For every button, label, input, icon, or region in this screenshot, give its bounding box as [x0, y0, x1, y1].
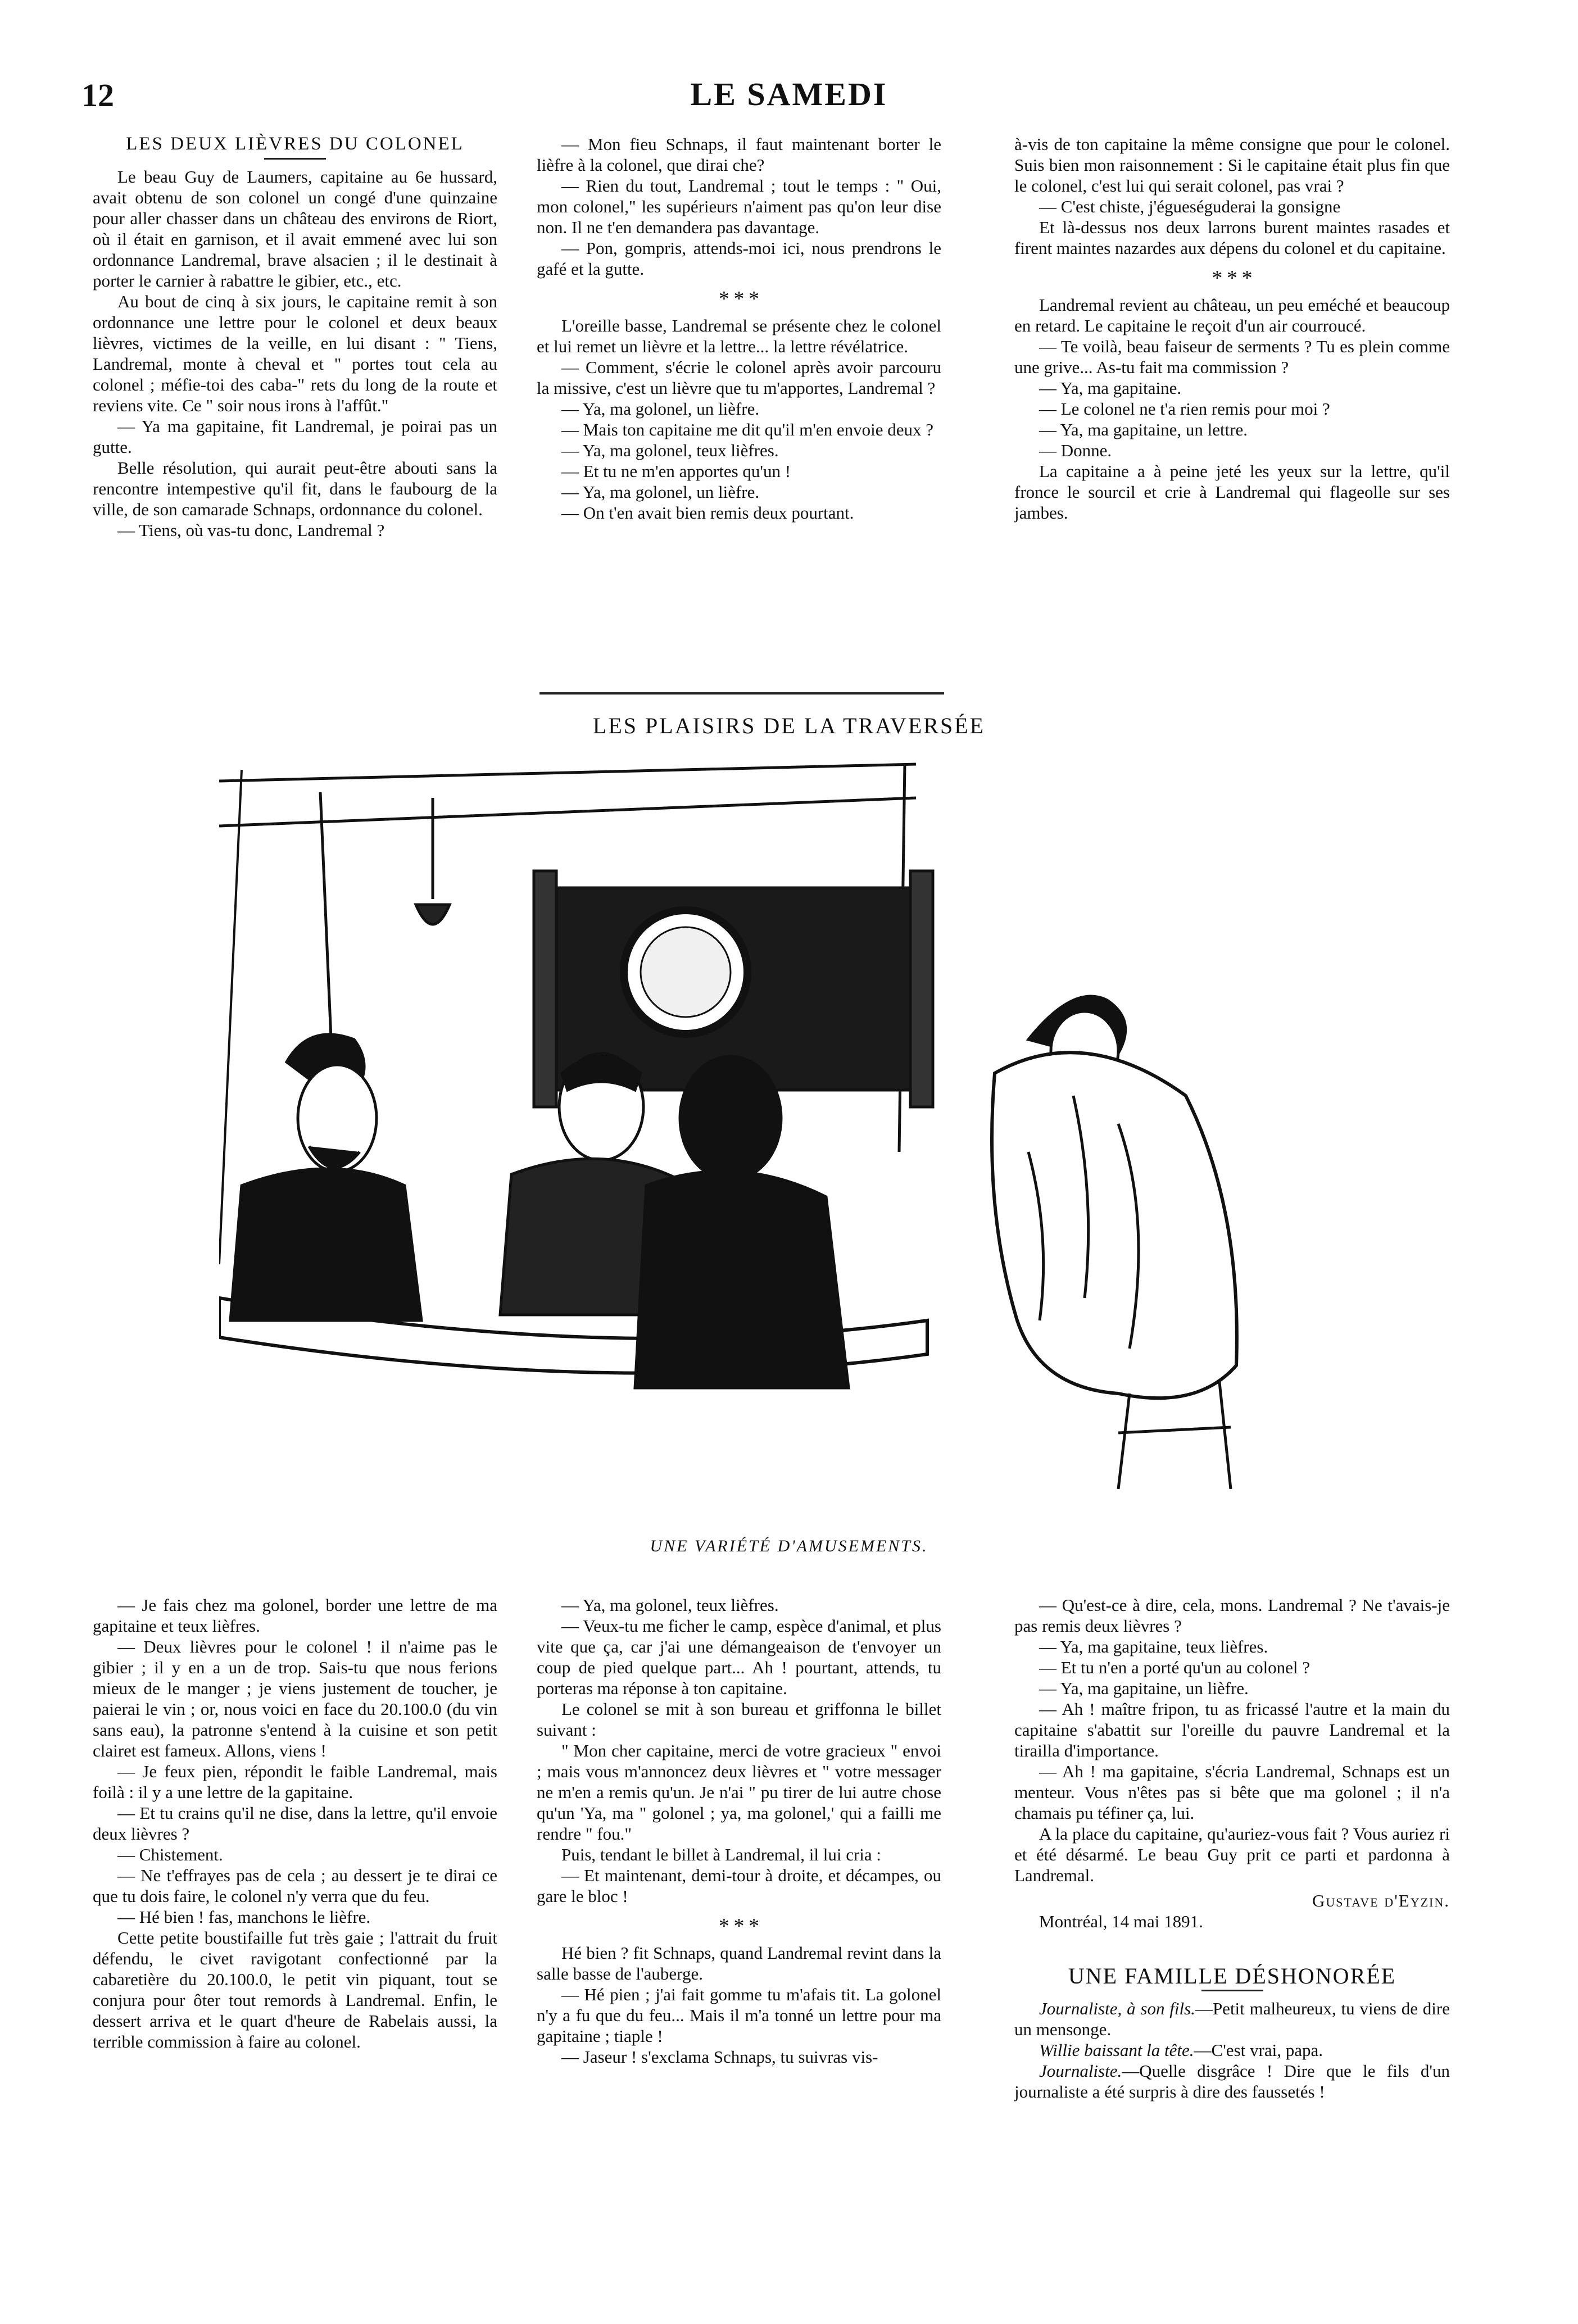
paragraph: — Te voilà, beau faiseur de serments ? Tu es plein comme une grive... As-tu fait ma commission ? — [1014, 337, 1450, 377]
paragraph: — Pon, gompris, attends-moi ici, nous prendrons le gafé et la gutte. — [537, 238, 941, 279]
column-bottom-middle — [537, 1595, 941, 2067]
story-text — [537, 1942, 941, 2067]
dialogue-line — [1014, 2040, 1450, 2060]
paragraph: La capitaine a à peine jeté les yeux sur la lettre, qu'il fronce le sourcil et crie à Landremal qui flageolle sur ses jambes. — [1014, 461, 1450, 523]
story-text — [537, 315, 941, 523]
paragraph: Et là-dessus nos deux larrons burent maintes rasades et firent maintes nazardes aux dépens du colonel et du capitaine. — [1014, 217, 1450, 258]
separator-rule — [539, 692, 944, 695]
illustration-caption: UNE VARIÉTÉ D'AMUSEMENTS. — [650, 1537, 928, 1555]
paragraph: — Jaseur ! s'exclama Schnaps, tu suivras vis- — [561, 2047, 878, 2067]
ship-cabin-engraving — [219, 759, 1366, 1489]
paragraph: — Deux lièvres pour le colonel ! il n'aime pas le gibier ; il y en a un de trop. Sais-tu que nous ferions mieux de le manger ; je viens justement de toucher, je paierai le vin ; or, nous voici en face du 20.100.0 (du vin sans eau), la patronne s'entend à la cuisine et son petit clairet est fameux. Allons, viens ! — [93, 1637, 497, 1760]
paragraph: — Ne t'effrayes pas de cela ; au dessert je te dirai ce que tu dois faire, le colonel n'y verra que du feu. — [93, 1865, 497, 1906]
paragraph: — Tiens, où vas-tu donc, Landremal ? — [117, 520, 385, 540]
story-text — [537, 1595, 941, 1907]
paragraph: A la place du capitaine, qu'auriez-vous fait ? Vous auriez ri et été désarmé. Le beau Guy prit ce parti et pardonna à Landremal. — [1014, 1824, 1450, 1885]
paragraph: — Ya, ma golonel, un lièfre. — [561, 482, 760, 502]
section-break-stars: * * * — [718, 287, 760, 311]
paragraph: — Qu'est-ce à dire, cela, mons. Landremal ? Ne t'avais-je pas remis deux lièvres ? — [1014, 1595, 1450, 1636]
story-text — [93, 166, 497, 541]
paragraph: — Ah ! maître fripon, tu as fricassé l'autre et la main du capitaine s'abattit sur l'oreille du pauvre Landremal et la tirailla d'importance. — [1014, 1699, 1450, 1760]
dialogue-text: —Quelle disgrâce ! Dire que le fils d'un journaliste a été surpris à dire des faussetés ! — [1014, 2061, 1450, 2101]
place-and-date: Montréal, 14 mai 1891. — [1039, 1912, 1203, 1931]
paragraph: Landremal revient au château, un peu eméché et beaucoup en retard. Le capitaine le reçoit d'un air courroucé. — [1014, 295, 1450, 335]
paragraph: — Et tu ne m'en apportes qu'un ! — [561, 461, 791, 481]
paragraph: — On t'en avait bien remis deux pourtant. — [561, 503, 854, 523]
paragraph: — Mon fieu Schnaps, il faut maintenant borter le lièfre à la colonel, que dirai che? — [537, 134, 941, 175]
paragraph: Au bout de cinq à six jours, le capitaine remit à son ordonnance une lettre pour le colonel et deux beaux lièvres, victimes de la veille, en lui disant : " Tiens, Landremal, monte à cheval et " portes tout cela au colonel ; méfie-toi des caba-" rets du long de la route et reviens vite. Ce " soir nous irons à l'affût." — [93, 292, 497, 415]
second-story-title: UNE FAMILLE DÉSHONORÉE — [1068, 1963, 1396, 1989]
paragraph: — Ya, ma gapitaine, un lettre. — [1039, 420, 1248, 439]
story-text — [1014, 294, 1450, 523]
paragraph: — Rien du tout, Landremal ; tout le temps : " Oui, mon colonel," les supérieurs n'aiment pas qu'on leur dise non. Il ne t'en demandera pas davantage. — [537, 176, 941, 237]
column-top-left — [93, 134, 497, 541]
paragraph: Belle résolution, qui aurait peut-être abouti sans la rencontre intempestive qu'il fit, dans le faubourg de la ville, de son camarade Schnaps, ordonnance du colonel. — [93, 458, 497, 519]
paragraph: " Mon cher capitaine, merci de votre gracieux " envoi ; mais vous m'annoncez deux lièvres et " votre messager ne m'en a remis qu'un. Je n'ai " pu tirer de lui autre chose qu'un 'Ya, ma " golonel ; ya, ma golonel,' qui a failli me rendre " fou." — [537, 1741, 941, 1844]
paragraph: — Ya, ma golonel, teux lièfres. — [561, 1595, 779, 1615]
story-text — [537, 134, 941, 279]
paragraph: — Hé pien ; j'ai fait gomme tu m'afais tit. La golonel n'y a fu que du feu... Mais il m'a tonné un lettre pour ma gapitaine ; tiaple ! — [537, 1985, 941, 2046]
paragraph: — Hé bien ! fas, manchons le lièfre. — [117, 1907, 371, 1927]
story-text — [1014, 134, 1450, 258]
author-signature: Gustave d'Eyzin. — [1312, 1891, 1450, 1910]
paragraph: — Comment, s'écrie le colonel après avoir parcouru la missive, c'est un lièvre que tu m'apportes, Landremal ? — [537, 357, 941, 398]
paragraph: Hé bien ? fit Schnaps, quand Landremal revint dans la salle basse de l'auberge. — [537, 1943, 941, 1983]
paragraph: — Ya, ma golonel, teux lièfres. — [561, 441, 779, 460]
dialogue-text: —Petit malheureux, tu viens de dire un mensonge. — [1014, 1999, 1450, 2039]
paragraph: — Je fais chez ma golonel, border une lettre de ma gapitaine et teux lièfres. — [93, 1595, 497, 1636]
paragraph: Le colonel se mit à son bureau et griffonna le billet suivant : — [537, 1699, 941, 1740]
paragraph: — Ya, ma gapitaine. — [1039, 378, 1182, 398]
paragraph: L'oreille basse, Landremal se présente chez le colonel et lui remet un lièvre et la lettre... la lettre révélatrice. — [537, 316, 941, 356]
column-top-right — [1014, 134, 1450, 523]
story-text — [1014, 1595, 1450, 1886]
column-bottom-left — [93, 1595, 497, 2052]
paragraph: — Ya, ma gapitaine, un lièfre. — [1039, 1678, 1249, 1698]
story-text — [93, 1595, 497, 2052]
paragraph: — Ah ! ma gapitaine, s'écria Landremal, Schnaps est un menteur. Vous n'êtes pas si bête que ma golonel ; il n'a chamais pu téfiner ça, lui. — [1014, 1762, 1450, 1823]
section-break-stars: * * * — [1212, 266, 1253, 290]
speaker-label: Willie baissant la tête. — [1039, 2040, 1194, 2060]
page-number: 12 — [81, 77, 114, 114]
paragraph: — Chistement. — [117, 1845, 223, 1864]
dialogue-text: —C'est vrai, papa. — [1194, 2040, 1323, 2060]
column-top-middle — [537, 134, 941, 523]
illustration-title: LES PLAISIRS DE LA TRAVERSÉE — [592, 713, 986, 738]
paragraph: — Ya ma gapitaine, fit Landremal, je poirai pas un gutte. — [93, 416, 497, 457]
speaker-label: Journaliste. — [1039, 2061, 1122, 2081]
speaker-label: Journaliste, à son fils. — [1039, 1999, 1195, 2018]
story-title: LES DEUX LIÈVRES DU COLONEL — [126, 134, 464, 154]
paragraph: — Et tu crains qu'il ne dise, dans la lettre, qu'il envoie deux lièvres ? — [93, 1803, 497, 1844]
paragraph: — Veux-tu me ficher le camp, espèce d'animal, et plus vite que ça, car j'ai une démangeaison de t'envoyer un coup de pied quelque part... Ah ! pourtant, attends, tu porteras ma réponse à ton capitaine. — [537, 1616, 941, 1698]
paragraph: à-vis de ton capitaine la même consigne que pour le colonel. Suis bien mon raisonnement : Si le capitaine était plus fin que le colonel, c'est lui qui serait colonel, pas vrai ? — [1014, 134, 1450, 196]
second-story-text — [1014, 1998, 1450, 2102]
paragraph: — Et maintenant, demi-tour à droite, et décampes, ou gare le bloc ! — [537, 1865, 941, 1906]
paragraph: Le beau Guy de Laumers, capitaine au 6e hussard, avait obtenu de son colonel un congé d'une quinzaine pour aller chasser dans un château des environs de Riort, où il était en garnison, et il avait emmené avec lui son ordonnance Landremal, brave alsacien ; il le destinait à porter le carnier à rabattre le gibier, etc., etc. — [93, 167, 497, 290]
paragraph: — Mais ton capitaine me dit qu'il m'en envoie deux ? — [561, 420, 934, 439]
dialogue-line — [1014, 1998, 1450, 2040]
column-bottom-right — [1014, 1595, 1450, 2102]
journal-masthead: LE SAMEDI — [690, 76, 888, 112]
section-break-stars: * * * — [718, 1914, 760, 1938]
paragraph: — C'est chiste, j'égueséguderai la gonsigne — [1039, 197, 1341, 216]
paragraph: Puis, tendant le billet à Landremal, il lui cria : — [561, 1845, 882, 1864]
title-rule — [264, 158, 326, 160]
paragraph: — Je feux pien, répondit le faible Landremal, mais foilà : il y a une lettre de la gapitaine. — [93, 1762, 497, 1802]
title-rule — [1201, 1990, 1263, 1991]
dialogue-line — [1014, 2060, 1450, 2102]
paragraph: — Donne. — [1039, 441, 1112, 460]
paragraph: — Et tu n'en a porté qu'un au colonel ? — [1039, 1658, 1311, 1677]
paragraph: — Ya, ma gapitaine, teux lièfres. — [1039, 1637, 1268, 1656]
paragraph: Cette petite boustifaille fut très gaie ; l'attrait du fruit défendu, le civet ravigotant confectionné par la cabaretière du 20.100.0, le petit vin piquant, tout se conjura pour ôter tout remords à Landremal. Enfin, le dessert arriva et le quart d'heure de Rabelais aussi, la terrible commission à faire au colonel. — [93, 1928, 497, 2051]
paragraph: — Le colonel ne t'a rien remis pour moi ? — [1039, 399, 1330, 419]
paragraph: — Ya, ma golonel, un lièfre. — [561, 399, 760, 419]
